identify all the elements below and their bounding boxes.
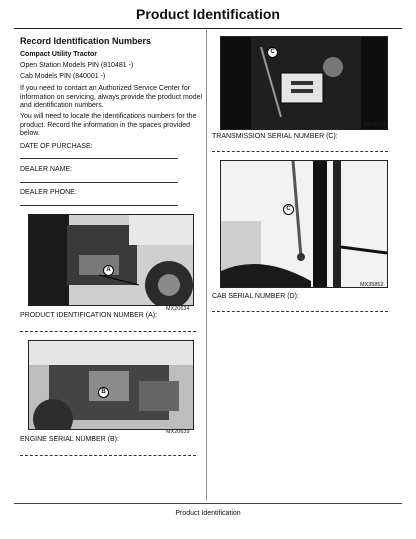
- transmission-serial-entry-line[interactable]: [212, 151, 388, 152]
- photo-transmission-location: [220, 36, 388, 130]
- cab-serial-label: CAB SERIAL NUMBER (D):: [212, 293, 299, 300]
- photo-b-caption: MX20639: [166, 429, 190, 435]
- engine-serial-entry-line[interactable]: [20, 455, 196, 456]
- pin-label: PRODUCT IDENTIFICATION NUMBER (A):: [20, 312, 158, 319]
- photo-pin-location: [28, 214, 194, 306]
- photo-engine-location: [28, 340, 194, 430]
- photo-cab-location: [220, 160, 388, 288]
- section-heading: Record Identification Numbers: [20, 36, 152, 46]
- transmission-serial-label: TRANSMISSION SERIAL NUMBER (C):: [212, 133, 338, 140]
- service-paragraph: If you need to contact an Authorized Service Center for information on servicing, always provide the product model and identification numbers.: [20, 85, 203, 110]
- callout-b: B: [98, 387, 109, 398]
- title-rule: [14, 28, 402, 29]
- locate-paragraph: You will need to locate the identifications numbers for the product. Record the information in the spaces provided below.: [20, 113, 197, 138]
- open-station-pin: Open Station Models PIN (810481 -): [20, 62, 134, 69]
- photo-cab-caption: MX35852: [360, 282, 384, 288]
- photo-top-caption: MX4778: [365, 122, 386, 128]
- pin-entry-line[interactable]: [20, 331, 196, 332]
- photo-pin-illustration: [29, 215, 193, 305]
- photo-transmission-illustration: [221, 37, 387, 129]
- dealer-name-line[interactable]: [20, 182, 178, 183]
- dealer-phone-label: DEALER PHONE:: [20, 189, 77, 196]
- footer-rule: [14, 503, 402, 504]
- page-footer: Product Identification: [175, 510, 241, 517]
- photo-cab-illustration: [221, 161, 387, 287]
- callout-c-transmission: C: [267, 47, 278, 58]
- column-divider: [206, 30, 207, 500]
- cab-serial-entry-line[interactable]: [212, 311, 388, 312]
- photo-engine-illustration: [29, 341, 193, 429]
- callout-c-cab: C: [283, 204, 294, 215]
- date-of-purchase-label: DATE OF PURCHASE:: [20, 143, 93, 150]
- date-of-purchase-line[interactable]: [20, 158, 178, 159]
- photo-a-caption: MX20634: [166, 306, 190, 312]
- dealer-name-label: DEALER NAME:: [20, 166, 73, 173]
- engine-serial-label: ENGINE SERIAL NUMBER (B):: [20, 436, 119, 443]
- callout-a: A: [103, 265, 114, 276]
- section-subheading: Compact Utility Tractor: [20, 51, 98, 58]
- dealer-phone-line[interactable]: [20, 205, 178, 206]
- page-title: Product Identification: [136, 6, 280, 22]
- cab-models-pin: Cab Models PIN (840001 -): [20, 73, 106, 80]
